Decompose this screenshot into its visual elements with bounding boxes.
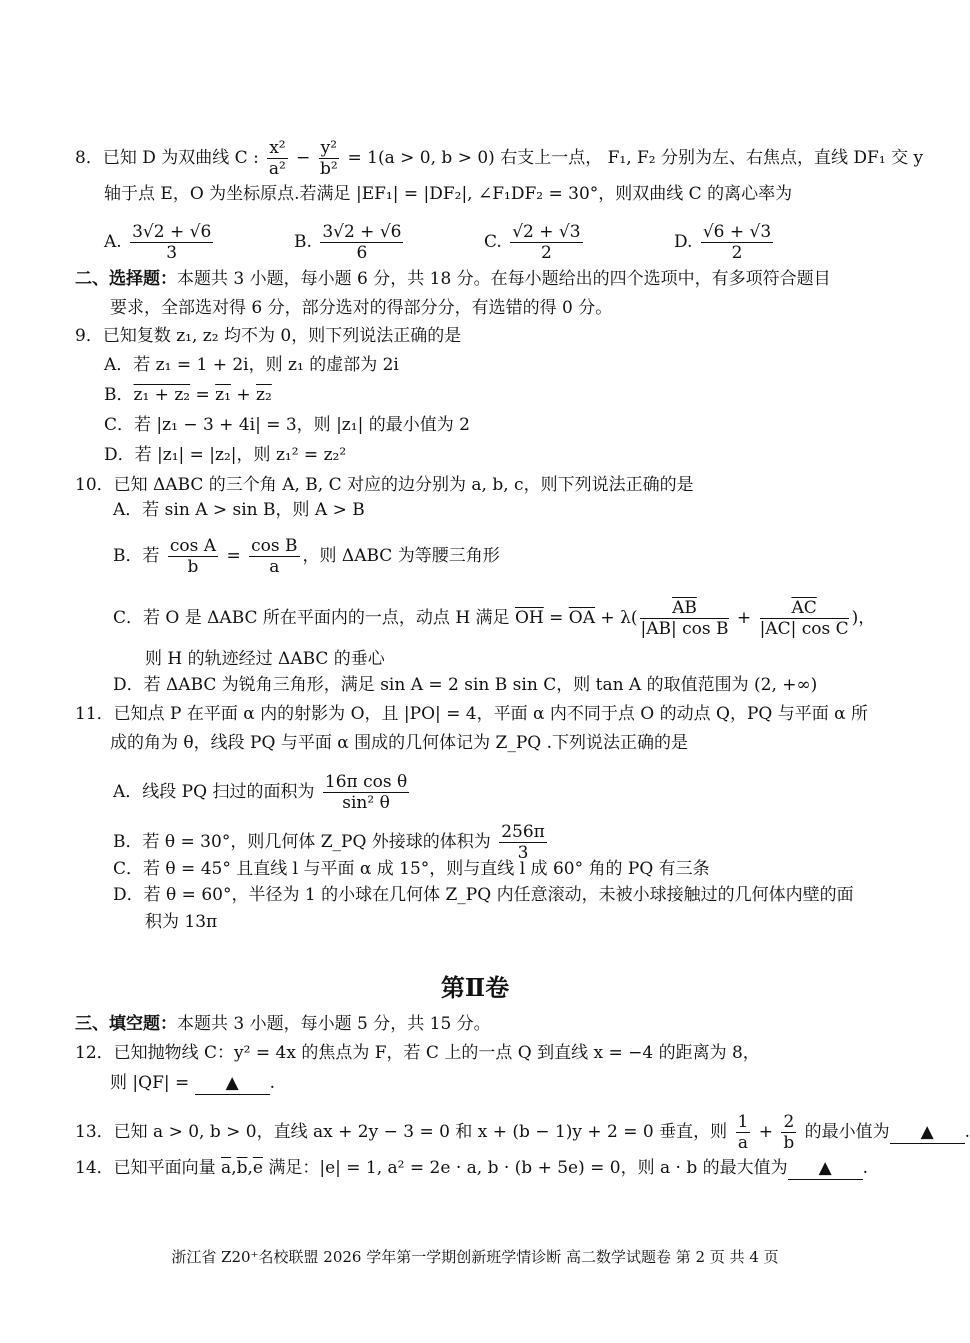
q11-option-d: D．若 θ = 60°，半径为 1 的小球在几何体 Z_PQ 内任意滚动，未被小球接触过的几何体内壁的面	[113, 885, 854, 905]
q14-end: .	[862, 1158, 869, 1178]
q8-option-c-num: √2 + √3	[512, 222, 581, 242]
q8-option-b-fraction	[320, 222, 403, 263]
section-2-header	[75, 268, 831, 290]
section-2-text-1: 本题共 3 小题，每小题 6 分，共 18 分。在每小题给出的四个选项中，有多项符合题目	[177, 269, 831, 289]
q10-option-d: D．若 ΔABC 为锐角三角形，满足 sin A = 2 sin B sin C，则 tan A 的取值范围为 (2, +∞)	[113, 675, 818, 695]
q8-option-a-den: 3	[166, 243, 178, 263]
q8-option-c-den: 2	[540, 243, 552, 263]
question-8-options	[104, 222, 864, 263]
q13-end: .	[964, 1122, 970, 1142]
part-2-title: 第Ⅱ卷	[440, 973, 510, 1002]
q11-a-num: 16π cos θ	[324, 772, 408, 792]
q8-option-b-den: 6	[356, 243, 368, 263]
q13-answer-blank[interactable]: ▲	[890, 1121, 965, 1144]
q8-option-a	[104, 222, 294, 263]
q10-c-vector-oa: $\overline{OA}$	[568, 608, 596, 628]
question-8-line-2: 轴于点 E，O 为坐标原点.若满足 |EF₁| = |DF₂|, ∠F₁DF₂ = 30°，则双曲线 C 的离心率为	[104, 184, 793, 204]
section-3-title: 三、填空题：	[75, 1014, 177, 1034]
q14-vector-b: $\overline{b}$	[236, 1158, 248, 1178]
q8-frac2-denominator: b²	[320, 159, 338, 179]
q14-answer-blank[interactable]: ▲	[788, 1157, 863, 1180]
q8-fraction-x	[267, 138, 287, 179]
q10-b-f1-den: b	[187, 557, 199, 577]
q8-option-a-label: A.	[104, 232, 122, 252]
q10-c-f2-den: |AC| cos C	[759, 619, 849, 639]
q13-f2-den: b	[783, 1133, 795, 1153]
q8-option-c	[484, 222, 674, 263]
q8-option-d-num: √6 + √3	[702, 222, 772, 242]
question-10-stem: 10．已知 ΔABC 的三个角 A, B, C 对应的边分别为 a, b, c，则下列说法正确的是	[75, 475, 694, 495]
q11-option-c: C．若 θ = 45° 且直线 l 与平面 α 成 15°，则与直线 l 成 60° 角的 PQ 有三条	[113, 859, 710, 879]
q8-option-d	[674, 222, 864, 263]
q10-option-c-continued: 则 H 的轨迹经过 ΔABC 的垂心	[145, 649, 385, 669]
q10-c-pre: C．若 O 是 ΔABC 所在平面内的一点，动点 H 满足	[113, 608, 515, 628]
q10-option-c	[113, 598, 875, 639]
q10-c-fraction-1	[640, 598, 728, 639]
q9-option-b-plus: +	[230, 385, 257, 405]
q9-option-a: A．若 z₁ = 1 + 2i，则 z₁ 的虚部为 2i	[104, 355, 399, 375]
q10-c-lambda: + λ(	[595, 608, 638, 628]
q9-option-b-lhs: z₁ + z₂	[133, 385, 191, 405]
q11-a-pre: A．线段 PQ 扫过的面积为	[113, 782, 315, 802]
q10-c-plus: +	[731, 608, 757, 628]
section-2-title: 二、选择题：	[75, 269, 177, 289]
q8-frac2-numerator: y²	[320, 138, 338, 158]
q8-option-b	[294, 222, 484, 263]
q9-option-b-eq: =	[190, 385, 216, 405]
q10-option-a: A．若 sin A > sin B，则 A > B	[113, 500, 365, 520]
q12-line2-pre: 则 |QF| =	[110, 1073, 195, 1093]
q8-option-c-fraction	[510, 222, 582, 263]
q10-c-f1-num: $\overline{AB}$	[640, 598, 728, 619]
q9-option-c: C．若 |z₁ − 3 + 4i| = 3，则 |z₁| 的最小值为 2	[104, 415, 470, 435]
q8-option-b-num: 3√2 + √6	[322, 222, 402, 242]
section-3-text: 本题共 3 小题，每小题 5 分，共 15 分。	[177, 1014, 491, 1034]
q8-option-b-label: B.	[294, 232, 312, 252]
question-13	[75, 1112, 970, 1153]
q8-minus: −	[290, 148, 316, 168]
section-2-text-2: 要求，全部选对得 6 分，部分选对的得部分分，有选错的得 0 分。	[110, 298, 613, 318]
q9-option-b-r2: z₂	[256, 385, 272, 405]
q8-text-pre: 8．已知 D 为双曲线 C :	[75, 148, 259, 168]
q12-answer-blank[interactable]: ▲	[195, 1072, 270, 1095]
page-footer: 浙江省 Z20⁺名校联盟 2026 学年第一学期创新班学情诊断 高二数学试题卷 第 2 页 共 4 页	[171, 1248, 779, 1266]
q10-c-eq: =	[543, 608, 569, 628]
q13-f1-num: 1	[737, 1112, 749, 1132]
q9-option-b-r1: z₁	[215, 385, 231, 405]
q9-option-b-label: B．	[104, 385, 134, 405]
question-12-line-2	[110, 1072, 275, 1095]
q10-c-f1-den: |AB| cos B	[640, 619, 729, 639]
q10-b-f1-num: cos A	[169, 536, 217, 556]
question-11-stem-2: 成的角为 θ，线段 PQ 与平面 α 围成的几何体记为 Z_PQ .下列说法正确的是	[110, 733, 689, 753]
q10-b-f2-den: a	[269, 557, 280, 577]
q10-option-b	[113, 536, 500, 577]
q11-b-den: 3	[517, 843, 529, 863]
q13-post: 的最小值为	[799, 1122, 890, 1142]
q12-line2-post: .	[269, 1073, 276, 1093]
q9-option-b	[104, 384, 272, 406]
q11-option-a	[113, 772, 412, 813]
q8-option-d-label: D.	[674, 232, 693, 252]
q14-mid: 满足：|e| = 1, a² = 2e · a, b · (b + 5e) = 0，则 a · b 的最大值为	[262, 1158, 788, 1178]
q11-option-d-continued: 积为 13π	[145, 912, 218, 932]
q11-a-den: sin² θ	[342, 793, 390, 813]
q13-fraction-2	[781, 1112, 796, 1153]
q10-b-eq: =	[221, 546, 247, 566]
q10-b-fraction-2	[249, 536, 299, 577]
q13-pre: 13．已知 a > 0, b > 0，直线 ax + 2y − 3 = 0 和 x + (b − 1)y + 2 = 0 垂直，则	[75, 1122, 728, 1142]
q14-vector-a: $\overline{a}$	[221, 1158, 232, 1178]
q10-c-f2-num: $\overline{AC}$	[760, 598, 849, 619]
q10-c-fraction-2	[760, 598, 849, 639]
q14-vector-e: $\overline{e}$	[252, 1158, 263, 1178]
q13-f1-den: a	[737, 1133, 749, 1153]
q8-fraction-y	[319, 138, 339, 179]
q11-b-pre: B．若 θ = 30°，则几何体 Z_PQ 外接球的体积为	[113, 832, 491, 852]
q10-option-b-pre: B．若	[113, 546, 160, 566]
section-3-header	[75, 1013, 491, 1035]
q8-option-c-label: C.	[484, 232, 502, 252]
q8-frac1-numerator: x²	[269, 138, 286, 158]
question-9-stem: 9．已知复数 z₁, z₂ 均不为 0，则下列说法正确的是	[75, 326, 462, 346]
q10-option-b-post: ，则 ΔABC 为等腰三角形	[302, 546, 500, 566]
question-8-line-1	[75, 138, 923, 179]
question-12-line-1: 12．已知抛物线 C：y² = 4x 的焦点为 F，若 C 上的一点 Q 到直线 x = −4 的距离为 8，	[75, 1043, 760, 1063]
q10-c-close: )，	[851, 608, 876, 628]
q8-option-d-den: 2	[731, 243, 743, 263]
question-11-stem-1: 11．已知点 P 在平面 α 内的射影为 O，且 |PO| = 4，平面 α 内不同于点 O 的动点 Q，PQ 与平面 α 所	[75, 704, 869, 724]
q10-b-f2-num: cos B	[251, 536, 298, 556]
q8-option-d-fraction	[701, 222, 773, 263]
q13-fraction-1	[736, 1112, 751, 1153]
q11-a-fraction	[323, 772, 409, 813]
q8-option-a-num: 3√2 + √6	[132, 222, 212, 242]
q10-b-fraction-1	[168, 536, 218, 577]
q10-c-vector-oh: $\overline{OH}$	[514, 608, 544, 628]
q11-option-b	[113, 822, 550, 863]
q11-b-fraction	[499, 822, 547, 863]
q14-pre: 14．已知平面向量	[75, 1158, 222, 1178]
q8-option-a-fraction	[130, 222, 213, 263]
q8-frac1-denominator: a²	[268, 159, 286, 179]
q8-text-post: = 1(a > 0, b > 0) 右支上一点， F₁, F₂ 分别为左、右焦点，直线 DF₁ 交 y	[342, 148, 924, 168]
question-14: 14．已知平面向量 $\overline{a},\overline{b},\overline{e}$ 满足：|e| = 1, a² = 2e · a, b · (b + 5e) = 0，则 a · b 的最大值为 ▲ .	[75, 1158, 869, 1178]
q9-option-d: D．若 |z₁| = |z₂|，则 z₁² = z₂²	[104, 445, 347, 465]
q13-f2-num: 2	[783, 1112, 795, 1132]
q13-plus: +	[753, 1122, 779, 1142]
q11-b-num: 256π	[501, 822, 545, 842]
